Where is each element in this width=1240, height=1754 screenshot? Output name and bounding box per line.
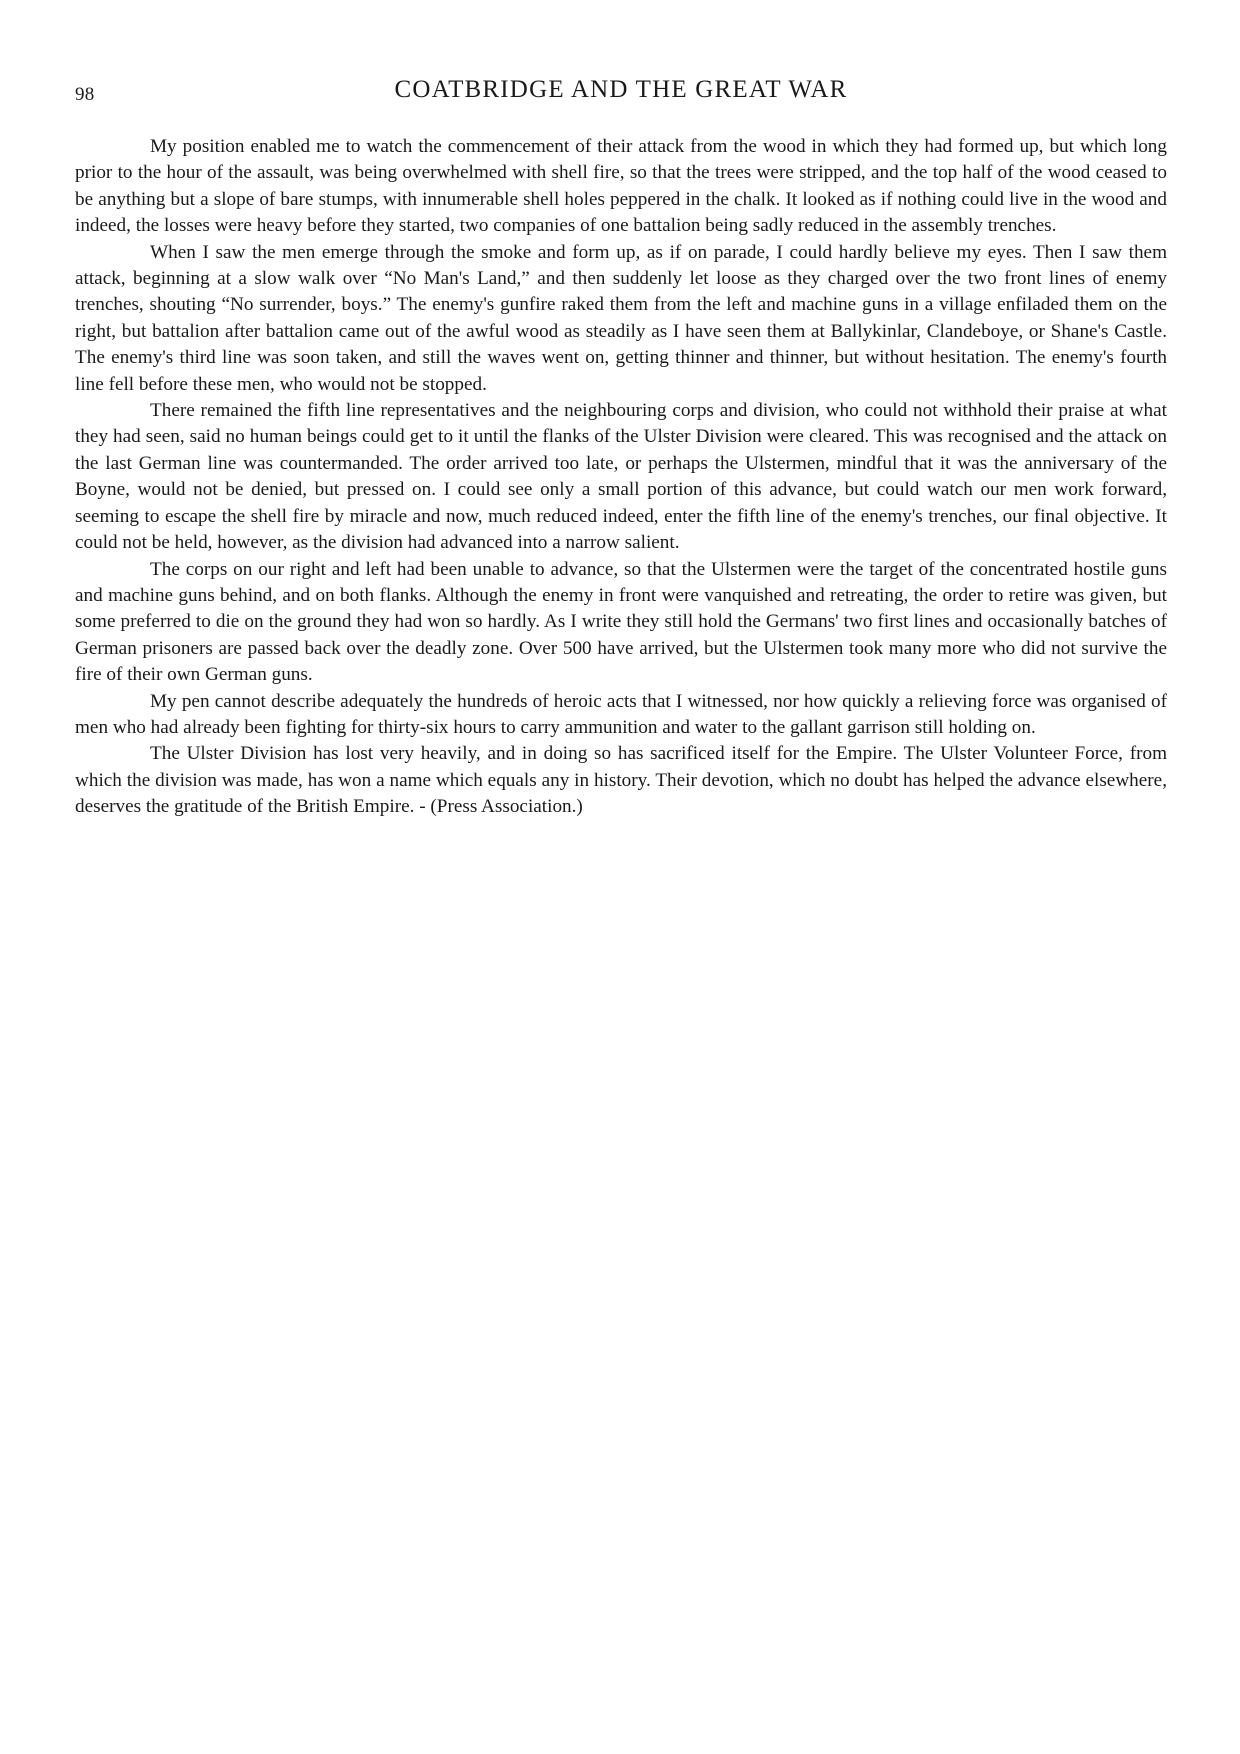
paragraph: The corps on our right and left had been unable to advance, so that the Ulstermen were the target of the concentrated hostile guns and machine guns behind, and on both flanks. Although the enemy in front were vanquished and retreating, the order to retire was given, but some preferred to die on the ground they had won so hardly. As I write they still hold the Germans' two first lines and occasionally batches of German prisoners are passed back over the deadly zone. Over 500 have arrived, but the Ulstermen took many more who did not survive the fire of their own German guns. [75, 558, 1167, 686]
paragraph: My pen cannot describe adequately the hundreds of heroic acts that I witnessed, nor how quickly a relieving force was organised of men who had already been fighting for thirty-six hours to carry ammunition and water to the gallant garrison still holding on. [75, 690, 1167, 738]
page-header [75, 74, 1167, 114]
page-number: 98 [75, 84, 95, 105]
paragraph: There remained the fifth line representatives and the neighbouring corps and division, who could not withhold their praise at what they had seen, said no human beings could get to it until the flanks of the Ulster Division were cleared. This was recognised and the attack on the last German line was countermanded. The order arrived too late, or perhaps the Ulstermen, mindful that it was the anniversary of the Boyne, would not be denied, but pressed on. I could see only a small portion of this advance, but could watch our men work forward, seeming to escape the shell fire by miracle and now, much reduced indeed, enter the fifth line of the enemy's trenches, our final objective. It could not be held, however, as the division had advanced into a narrow salient. [75, 400, 1167, 554]
body-text [75, 134, 1167, 821]
paragraph: My position enabled me to watch the commencement of their attack from the wood in which they had formed up, but which long prior to the hour of the assault, was being overwhelmed with shell fire, so that the trees were stripped, and the top half of the wood ceased to be anything but a slope of bare stumps, with innumerable shell holes peppered in the chalk. It looked as if nothing could live in the wood and indeed, the losses were heavy before they started, two companies of one battalion being sadly reduced in the assembly trenches. [75, 136, 1167, 237]
paragraph: When I saw the men emerge through the smoke and form up, as if on parade, I could hardly believe my eyes. Then I saw them attack, beginning at a slow walk over “No Man's Land,” and then suddenly let loose as they charged over the two front lines of enemy trenches, shouting “No surrender, boys.” The enemy's gunfire raked them from the left and machine guns in a village enfiladed them on the right, but battalion after battalion came out of the awful wood as steadily as I have seen them at Ballykinlar, Clandeboye, or Shane's Castle. The enemy's third line was soon taken, and still the waves went on, getting thinner and thinner, but without hesitation. The enemy's fourth line fell before these men, who would not be stopped. [75, 241, 1167, 395]
paragraph: The Ulster Division has lost very heavily, and in doing so has sacrificed itself for the Empire. The Ulster Volunteer Force, from which the division was made, has won a name which equals any in history. Their devotion, which no doubt has helped the advance elsewhere, deserves the gratitude of the British Empire. - (Press Association.) [75, 743, 1167, 818]
running-title: COATBRIDGE AND THE GREAT WAR [394, 76, 848, 103]
